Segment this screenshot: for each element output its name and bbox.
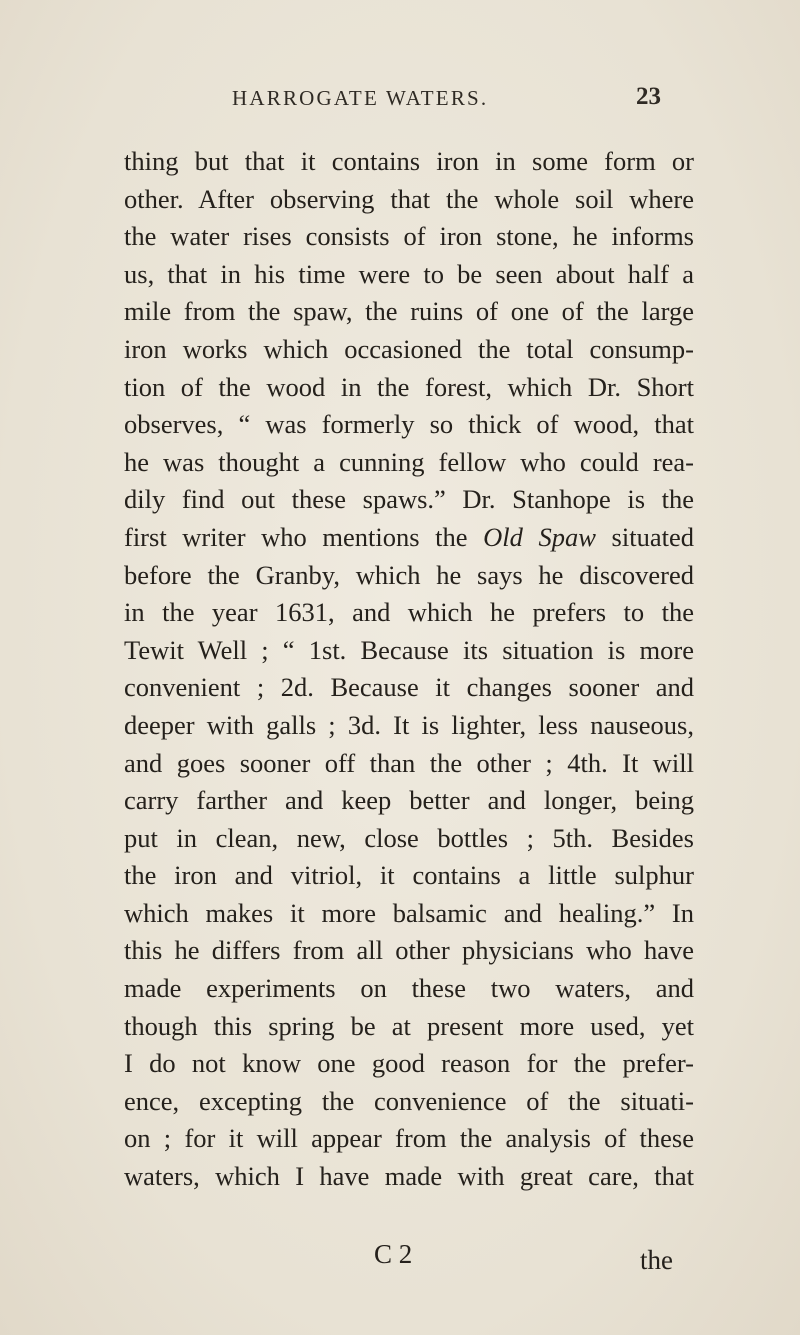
text-line: in the year 1631, and which he prefers to the: [124, 597, 694, 628]
text-segment: first writer who mentions the: [124, 521, 484, 552]
text-line: which makes it more balsamic and healing.” In: [124, 897, 694, 928]
signature-mark: C 2: [374, 1239, 413, 1269]
text-line: ence, excepting the convenience of the situati-: [124, 1085, 694, 1116]
italic-term: Old Spaw: [483, 521, 596, 552]
text-line: he was thought a cunning fellow who could rea-: [124, 446, 694, 477]
text-line: thing but that it contains iron in some form or: [124, 146, 694, 176]
text-line: deeper with galls ; 3d. It is lighter, less nauseous,: [124, 709, 694, 740]
text-line: the iron and vitriol, it contains a little sulphur: [124, 860, 694, 891]
text-line: observes, “ was formerly so thick of wood, that: [124, 409, 694, 440]
text-line: before the Granby, which he says he discovered: [124, 559, 694, 590]
catchword: the: [640, 1245, 673, 1275]
running-head: [0, 83, 800, 116]
text-line: this he differs from all other physicians who have: [124, 935, 694, 966]
text-line: carry farther and keep better and longer, being: [124, 785, 694, 816]
text-line: on ; for it will appear from the analysis of these: [124, 1123, 694, 1154]
text-line: though this spring be at present more used, yet: [124, 1010, 694, 1041]
text-line: other. After observing that the whole soil where: [124, 183, 694, 214]
running-title: HARROGATE WATERS.: [232, 86, 489, 110]
text-line: the water rises consists of iron stone, he informs: [124, 221, 694, 252]
text-line: convenient ; 2d. Because it changes sooner and: [124, 672, 694, 703]
text-line: tion of the wood in the forest, which Dr. Short: [124, 371, 694, 402]
text-line: waters, which I have made with great care, that: [124, 1161, 694, 1192]
text-line: Tewit Well ; “ 1st. Because its situation is more: [124, 634, 694, 665]
text-segment: situated: [595, 521, 694, 552]
text-line-with-italic: [124, 519, 694, 557]
text-line: I do not know one good reason for the prefer-: [124, 1048, 694, 1079]
text-line: and goes sooner off than the other ; 4th. It will: [124, 747, 694, 778]
text-line: put in clean, new, close bottles ; 5th. Besides: [124, 822, 694, 853]
text-line: mile from the spaw, the ruins of one of the large: [124, 296, 694, 327]
text-line: iron works which occasioned the total consump-: [124, 333, 694, 364]
text-line: made experiments on these two waters, and: [124, 973, 694, 1004]
page-number: 23: [636, 83, 661, 110]
text-line: dily find out these spaws.” Dr. Stanhope is the: [124, 484, 694, 515]
body-text: [124, 143, 694, 1196]
page-footer: [0, 1239, 800, 1279]
text-line: us, that in his time were to be seen about half a: [124, 258, 694, 289]
